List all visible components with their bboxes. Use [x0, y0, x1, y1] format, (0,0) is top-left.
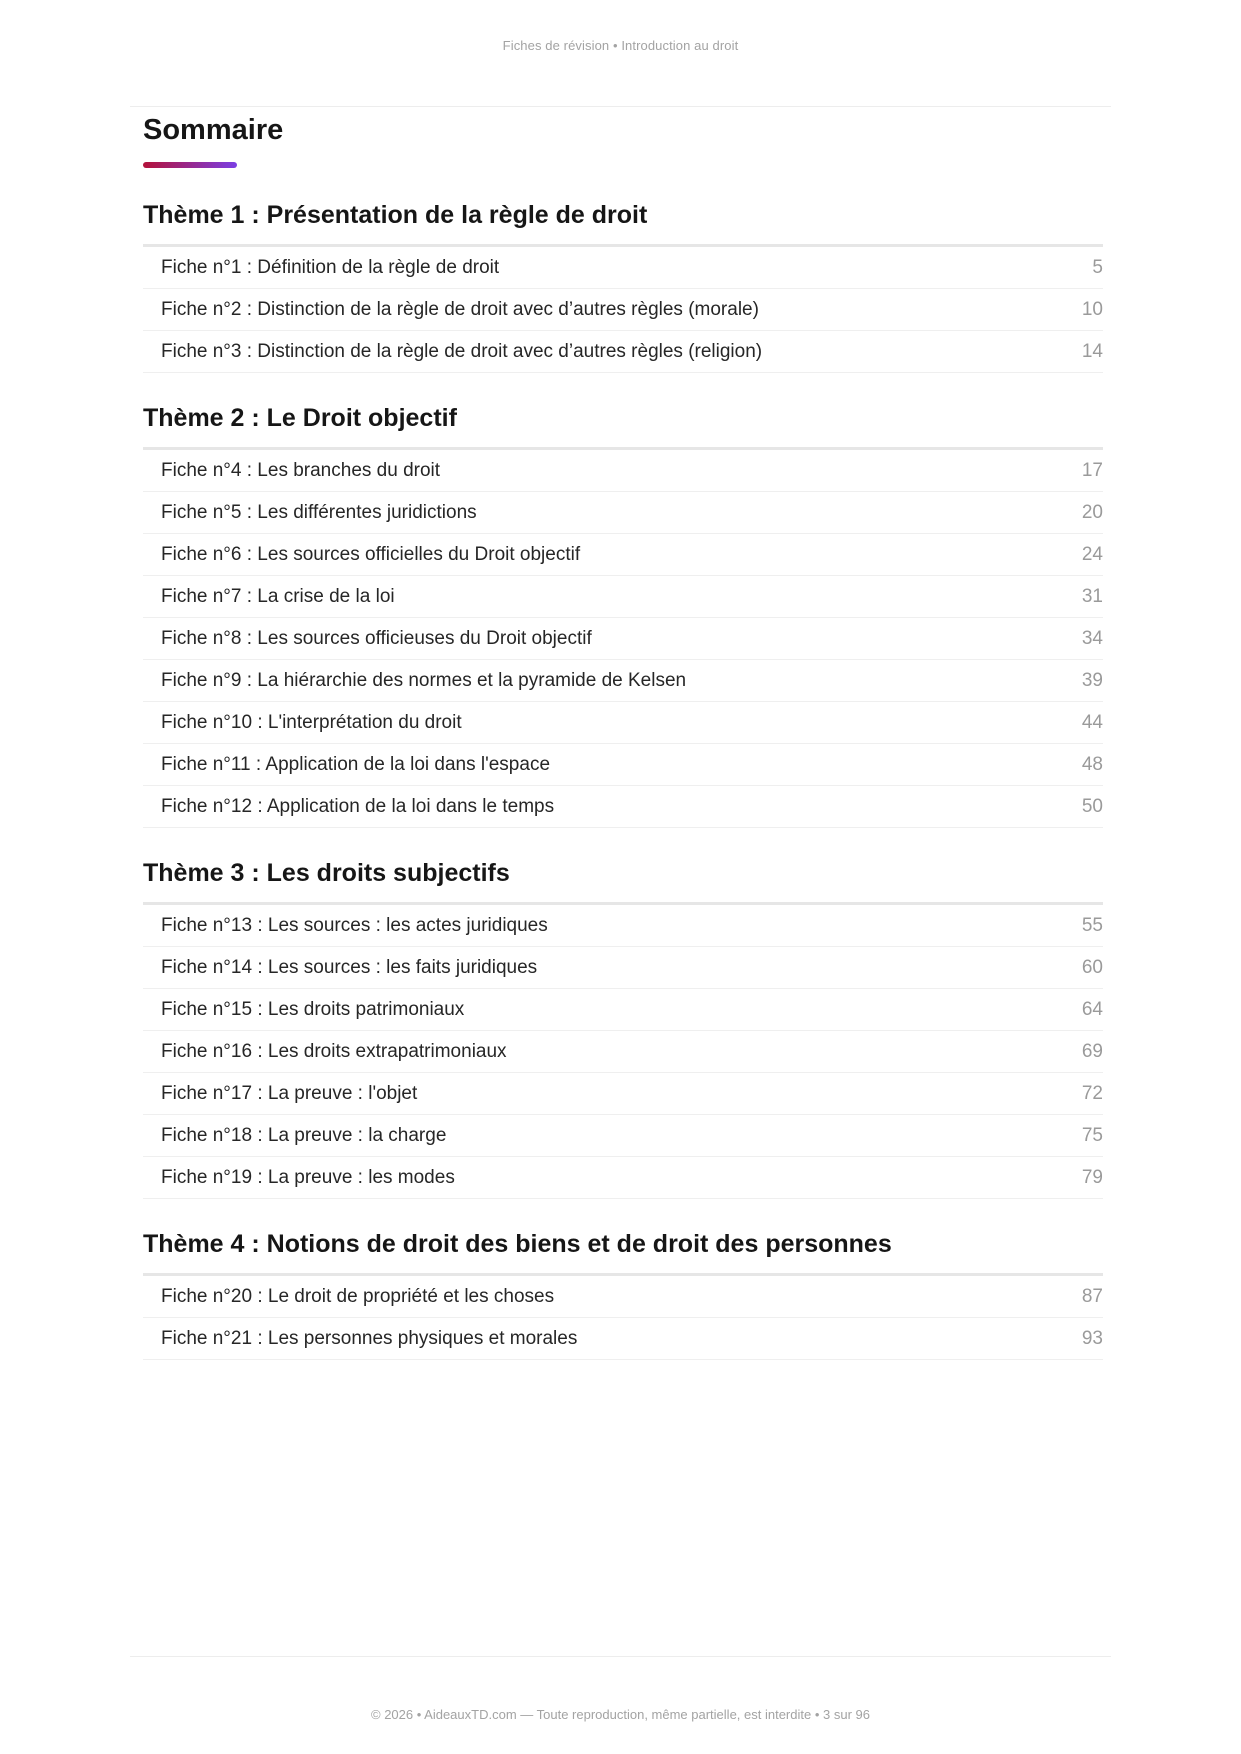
- toc-entry[interactable]: [143, 660, 1103, 702]
- toc-entry-label: Fiche n°7 : La crise de la loi: [161, 585, 395, 607]
- toc-entry[interactable]: [143, 289, 1103, 331]
- toc-theme-section: [143, 198, 1103, 373]
- toc-entry-page-number: 34: [1081, 627, 1103, 649]
- toc-entry[interactable]: [143, 905, 1103, 947]
- toc-entry[interactable]: [143, 247, 1103, 289]
- theme-heading: Thème 2 : Le Droit objectif: [143, 401, 1103, 450]
- toc-title: Sommaire: [143, 114, 284, 146]
- toc-entry-page-number: 14: [1081, 340, 1103, 362]
- toc-entry[interactable]: [143, 1157, 1103, 1199]
- toc-entry-page-number: 24: [1081, 543, 1103, 565]
- toc-entry[interactable]: [143, 450, 1103, 492]
- page-footer: © 2026 • AideauxTD.com — Toute reproduction, même partielle, est interdite • 3 sur 96: [371, 1707, 870, 1722]
- toc-entry-page-number: 79: [1081, 1166, 1103, 1188]
- toc-entry[interactable]: [143, 1031, 1103, 1073]
- toc-entry[interactable]: [143, 989, 1103, 1031]
- table-of-contents: [143, 108, 1103, 1360]
- toc-entry-label: Fiche n°10 : L'interprétation du droit: [161, 711, 462, 733]
- toc-entry-label: Fiche n°8 : Les sources officieuses du Droit objectif: [161, 627, 592, 649]
- toc-entry-page-number: 50: [1081, 795, 1103, 817]
- toc-entry-label: Fiche n°11 : Application de la loi dans l'espace: [161, 753, 551, 775]
- toc-entry[interactable]: [143, 534, 1103, 576]
- toc-entry-page-number: 20: [1081, 501, 1103, 523]
- theme-entries: [143, 905, 1103, 1199]
- toc-entry[interactable]: [143, 331, 1103, 373]
- toc-entry-label: Fiche n°15 : Les droits patrimoniaux: [161, 998, 465, 1020]
- toc-entry-page-number: 39: [1081, 669, 1103, 691]
- footer-divider: [130, 1656, 1111, 1657]
- toc-entry-label: Fiche n°5 : Les différentes juridictions: [161, 501, 477, 523]
- toc-theme-section: [143, 1227, 1103, 1360]
- toc-entry-label: Fiche n°21 : Les personnes physiques et morales: [161, 1327, 578, 1349]
- toc-entry[interactable]: [143, 947, 1103, 989]
- toc-entry-label: Fiche n°17 : La preuve : l'objet: [161, 1082, 418, 1104]
- theme-heading: Thème 3 : Les droits subjectifs: [143, 856, 1103, 905]
- theme-heading: Thème 4 : Notions de droit des biens et de droit des personnes: [143, 1227, 1103, 1276]
- toc-theme-section: [143, 856, 1103, 1199]
- toc-entry-page-number: 48: [1081, 753, 1103, 775]
- toc-entry[interactable]: [143, 744, 1103, 786]
- theme-entries: [143, 247, 1103, 373]
- toc-entry[interactable]: [143, 786, 1103, 828]
- theme-entries: [143, 1276, 1103, 1360]
- toc-entry-page-number: 72: [1081, 1082, 1103, 1104]
- toc-entry-page-number: 87: [1081, 1285, 1103, 1307]
- running-header: Fiches de révision • Introduction au droit: [502, 38, 739, 53]
- toc-entry-label: Fiche n°3 : Distinction de la règle de droit avec d’autres règles (religion): [161, 340, 763, 362]
- toc-entry[interactable]: [143, 702, 1103, 744]
- toc-entry-page-number: 75: [1081, 1124, 1103, 1146]
- toc-entry-page-number: 93: [1081, 1327, 1103, 1349]
- toc-entry-label: Fiche n°1 : Définition de la règle de droit: [161, 256, 500, 278]
- toc-entry-label: Fiche n°13 : Les sources : les actes juridiques: [161, 914, 548, 936]
- theme-heading: Thème 1 : Présentation de la règle de droit: [143, 198, 1103, 247]
- toc-entry[interactable]: [143, 576, 1103, 618]
- title-accent-bar: [143, 162, 237, 168]
- toc-entry[interactable]: [143, 1276, 1103, 1318]
- toc-entry-page-number: 31: [1081, 585, 1103, 607]
- toc-entry[interactable]: [143, 492, 1103, 534]
- toc-entry-page-number: 69: [1081, 1040, 1103, 1062]
- toc-entry-page-number: 10: [1081, 298, 1103, 320]
- header-divider: [130, 106, 1111, 107]
- toc-entry-label: Fiche n°9 : La hiérarchie des normes et la pyramide de Kelsen: [161, 669, 687, 691]
- toc-entry-page-number: 5: [1092, 256, 1103, 278]
- toc-entry[interactable]: [143, 1318, 1103, 1360]
- toc-entry[interactable]: [143, 1115, 1103, 1157]
- toc-entry-page-number: 44: [1081, 711, 1103, 733]
- toc-theme-section: [143, 401, 1103, 828]
- toc-entry-label: Fiche n°14 : Les sources : les faits juridiques: [161, 956, 538, 978]
- toc-entry-label: Fiche n°19 : La preuve : les modes: [161, 1166, 455, 1188]
- toc-entry-label: Fiche n°20 : Le droit de propriété et les choses: [161, 1285, 555, 1307]
- toc-entry-page-number: 55: [1081, 914, 1103, 936]
- themes-list: [143, 198, 1103, 1360]
- toc-entry-page-number: 60: [1081, 956, 1103, 978]
- toc-entry-label: Fiche n°18 : La preuve : la charge: [161, 1124, 447, 1146]
- toc-entry-label: Fiche n°16 : Les droits extrapatrimoniaux: [161, 1040, 507, 1062]
- theme-entries: [143, 450, 1103, 828]
- toc-entry-label: Fiche n°4 : Les branches du droit: [161, 459, 441, 481]
- toc-entry[interactable]: [143, 1073, 1103, 1115]
- toc-entry-page-number: 64: [1081, 998, 1103, 1020]
- toc-entry-label: Fiche n°2 : Distinction de la règle de droit avec d’autres règles (morale): [161, 298, 759, 320]
- toc-entry-label: Fiche n°12 : Application de la loi dans le temps: [161, 795, 555, 817]
- toc-entry[interactable]: [143, 618, 1103, 660]
- toc-entry-label: Fiche n°6 : Les sources officielles du Droit objectif: [161, 543, 581, 565]
- toc-entry-page-number: 17: [1081, 459, 1103, 481]
